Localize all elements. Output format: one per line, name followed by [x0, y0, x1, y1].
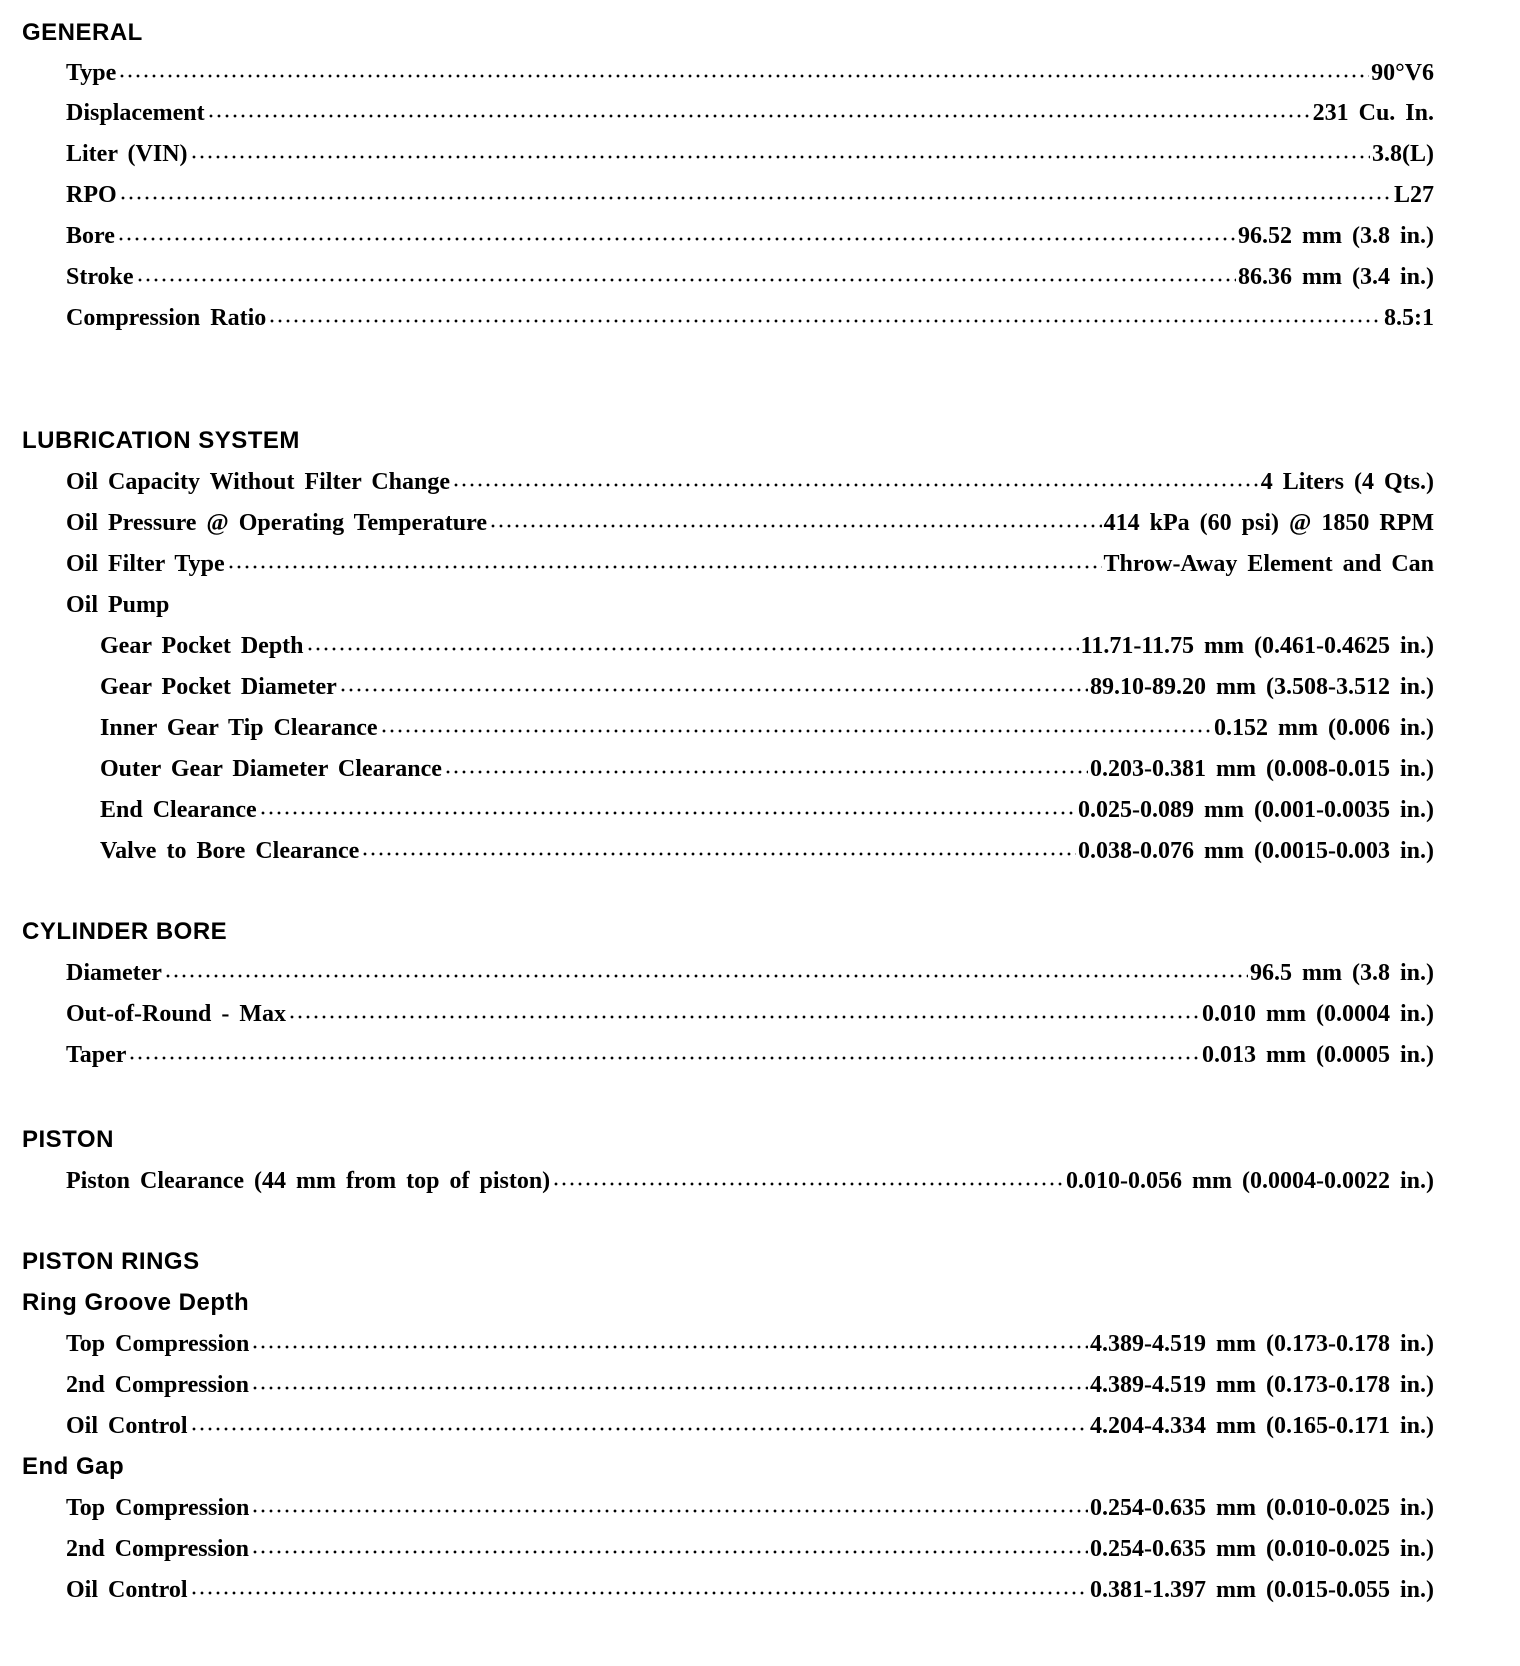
dot-leader: [251, 1549, 1088, 1555]
spec-value: 90°V6: [1371, 60, 1434, 86]
spec-label: Oil Control: [66, 1577, 188, 1603]
dot-leader: [227, 564, 1102, 570]
spec-value: 96.5 mm (3.8 in.): [1250, 960, 1434, 986]
spec-row: [66, 1329, 1434, 1359]
dot-leader: [251, 1385, 1088, 1391]
spec-row: [100, 713, 1434, 743]
spec-value: 0.013 mm (0.0005 in.): [1202, 1042, 1434, 1068]
dot-leader: [251, 1344, 1088, 1350]
spec-row: [66, 58, 1434, 88]
spec-row: [66, 180, 1434, 210]
dot-leader: [552, 1181, 1064, 1187]
spec-row: [100, 795, 1434, 825]
subsection-heading-end-gap: End Gap: [22, 1453, 125, 1480]
dot-leader: [207, 113, 1311, 119]
dot-leader: [306, 646, 1079, 652]
dot-leader: [190, 154, 1370, 160]
spec-value: 3.8(L): [1372, 141, 1434, 167]
spec-row: [66, 139, 1434, 169]
spec-value: 0.254-0.635 mm (0.010-0.025 in.): [1090, 1536, 1434, 1562]
spec-label: 2nd Compression: [66, 1536, 249, 1562]
spec-row: [100, 836, 1434, 866]
section-heading-piston: PISTON: [22, 1126, 114, 1153]
spec-row: [100, 754, 1434, 784]
spec-label: Diameter: [66, 960, 162, 986]
spec-label: Out-of-Round - Max: [66, 1001, 287, 1027]
spec-row: [66, 1370, 1434, 1400]
spec-label: Oil Pressure @ Operating Temperature: [66, 510, 487, 536]
spec-row: [100, 672, 1434, 702]
spec-value: 96.52 mm (3.8 in.): [1238, 223, 1434, 249]
spec-value: 0.381-1.397 mm (0.015-0.055 in.): [1090, 1577, 1434, 1603]
spec-label: Taper: [66, 1042, 127, 1068]
spec-label: Oil Filter Type: [66, 551, 225, 577]
spec-value: 4.389-4.519 mm (0.173-0.178 in.): [1090, 1372, 1434, 1398]
spec-label: Displacement: [66, 100, 205, 126]
dot-leader: [118, 73, 1369, 79]
spec-value: 89.10-89.20 mm (3.508-3.512 in.): [1090, 674, 1434, 700]
spec-row: [66, 1534, 1434, 1564]
spec-label: Inner Gear Tip Clearance: [100, 715, 378, 741]
spec-value: 0.010 mm (0.0004 in.): [1202, 1001, 1434, 1027]
spec-value: 4.389-4.519 mm (0.173-0.178 in.): [1090, 1331, 1434, 1357]
spec-row: [66, 1166, 1434, 1196]
spec-label: RPO: [66, 182, 117, 208]
spec-row: [66, 958, 1434, 988]
dot-leader: [117, 236, 1236, 242]
spec-row: [66, 221, 1434, 251]
spec-label: Gear Pocket Diameter: [100, 674, 337, 700]
dot-leader: [119, 195, 1392, 201]
spec-value: 0.025-0.089 mm (0.001-0.0035 in.): [1078, 797, 1434, 823]
spec-label: Top Compression: [66, 1495, 250, 1521]
spec-value: 11.71-11.75 mm (0.461-0.4625 in.): [1080, 633, 1434, 659]
spec-label: Valve to Bore Clearance: [100, 838, 360, 864]
spec-row: [66, 549, 1434, 579]
spec-value: 231 Cu. In.: [1312, 100, 1434, 126]
spec-row: [66, 98, 1434, 128]
dot-leader: [128, 1055, 1200, 1061]
spec-row: [66, 1493, 1434, 1523]
spec-label: Top Compression: [66, 1331, 250, 1357]
spec-label: Compression Ratio: [66, 305, 267, 331]
dot-leader: [251, 1508, 1088, 1514]
subsection-label-oil-pump: Oil Pump: [66, 592, 170, 618]
section-heading-piston-rings: PISTON RINGS: [22, 1248, 200, 1275]
spec-value: Throw-Away Element and Can: [1103, 551, 1434, 577]
spec-value: 0.038-0.076 mm (0.0015-0.003 in.): [1078, 838, 1434, 864]
spec-row: [66, 508, 1434, 538]
section-heading-lubrication: LUBRICATION SYSTEM: [22, 427, 300, 454]
spec-label: Piston Clearance (44 mm from top of piston): [66, 1168, 551, 1194]
spec-label: Stroke: [66, 264, 134, 290]
spec-value: 0.254-0.635 mm (0.010-0.025 in.): [1090, 1495, 1434, 1521]
spec-label: 2nd Compression: [66, 1372, 249, 1398]
spec-row: [66, 262, 1434, 292]
dot-leader: [190, 1426, 1088, 1432]
spec-label: End Clearance: [100, 797, 257, 823]
section-heading-cylinder-bore: CYLINDER BORE: [22, 918, 228, 945]
dot-leader: [380, 728, 1212, 734]
dot-leader: [339, 687, 1088, 693]
spec-value: 0.203-0.381 mm (0.008-0.015 in.): [1090, 756, 1434, 782]
dot-leader: [452, 482, 1259, 488]
dot-leader: [190, 1590, 1088, 1596]
subsection-heading-ring-groove-depth: Ring Groove Depth: [22, 1289, 250, 1316]
dot-leader: [489, 523, 1102, 529]
spec-row: [66, 999, 1434, 1029]
spec-value: L27: [1393, 182, 1434, 208]
spec-label: Bore: [66, 223, 115, 249]
spec-label: Oil Capacity Without Filter Change: [66, 469, 451, 495]
spec-value: 4.204-4.334 mm (0.165-0.171 in.): [1090, 1413, 1434, 1439]
dot-leader: [164, 973, 1248, 979]
dot-leader: [361, 851, 1076, 857]
dot-leader: [268, 318, 1382, 324]
spec-row: [66, 467, 1434, 497]
spec-label: Type: [66, 60, 117, 86]
spec-value: 0.010-0.056 mm (0.0004-0.0022 in.): [1066, 1168, 1434, 1194]
spec-row: [66, 1040, 1434, 1070]
spec-label: Liter (VIN): [66, 141, 188, 167]
spec-value: 8.5:1: [1384, 305, 1434, 331]
spec-label: Oil Control: [66, 1413, 188, 1439]
spec-value: 414 kPa (60 psi) @ 1850 RPM: [1103, 510, 1434, 536]
spec-row: [66, 303, 1434, 333]
spec-row: [66, 1411, 1434, 1441]
spec-value: 4 Liters (4 Qts.): [1260, 469, 1434, 495]
section-heading-general: GENERAL: [22, 19, 143, 46]
dot-leader: [288, 1014, 1200, 1020]
spec-label: Gear Pocket Depth: [100, 633, 304, 659]
spec-row: [66, 1575, 1434, 1605]
dot-leader: [444, 769, 1088, 775]
dot-leader: [136, 277, 1236, 283]
dot-leader: [259, 810, 1076, 816]
spec-label: Outer Gear Diameter Clearance: [100, 756, 442, 782]
spec-value: 0.152 mm (0.006 in.): [1214, 715, 1434, 741]
spec-value: 86.36 mm (3.4 in.): [1238, 264, 1434, 290]
spec-row: [100, 631, 1434, 661]
